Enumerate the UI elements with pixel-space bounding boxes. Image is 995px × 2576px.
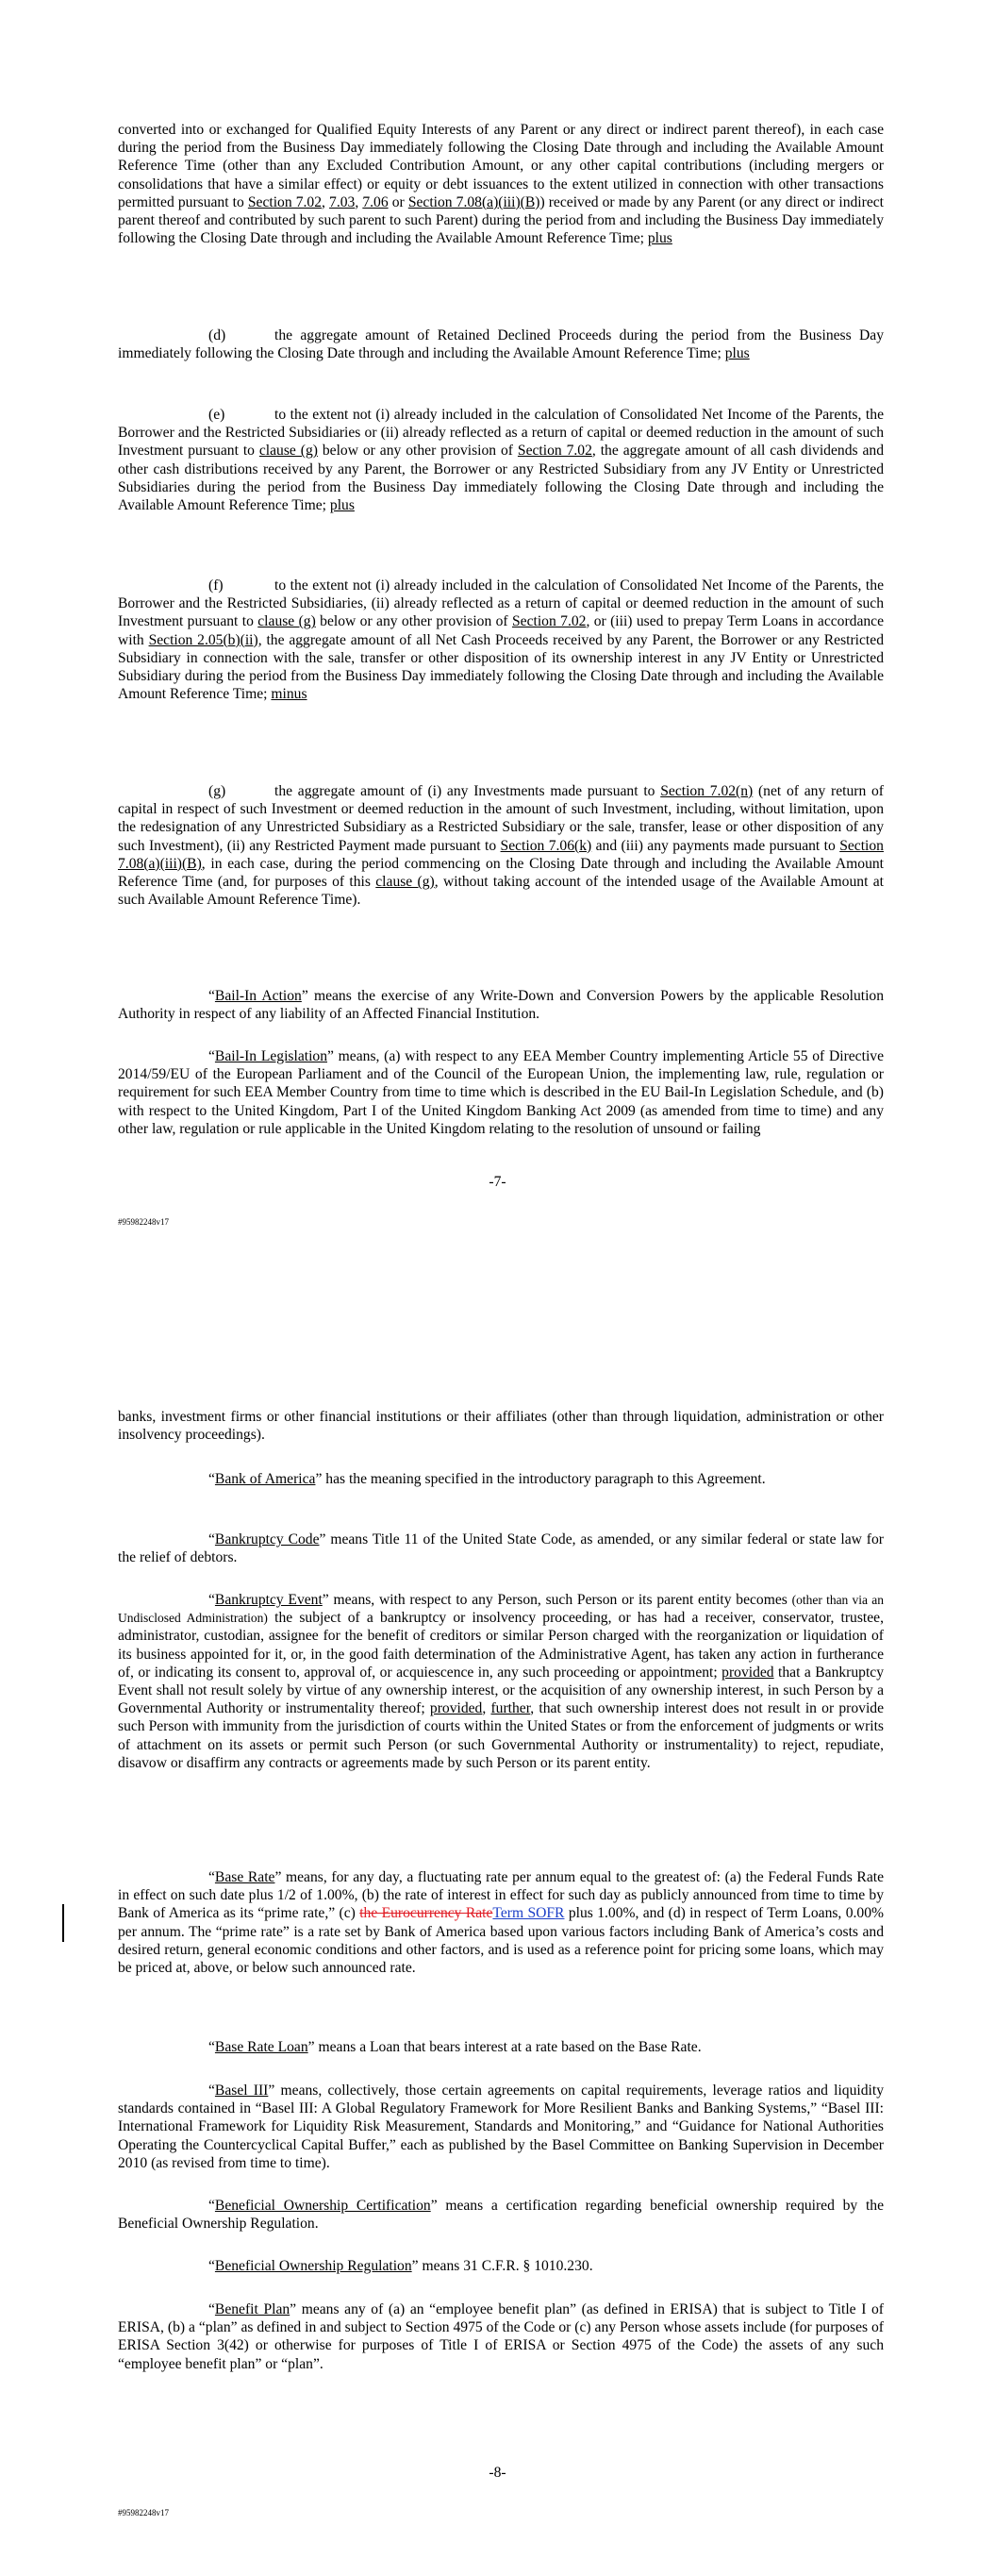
defined-term: Benefit Plan [214, 2301, 290, 2317]
section-link[interactable]: 7.03 [329, 193, 356, 210]
defined-term: Beneficial Ownership Certification [214, 2198, 431, 2214]
paragraph-f: (f) to the extent not (i) already included in the calculation of Consolidated Net Income of the Parents, the Borrower and the Restricted Subsidiaries, (ii) already reflected as a return of capital or deemed reduction in the amount of such Investment pursuant to clause (g) below or any other provision of Section 7.02, or (iii) used to prepay Term Loans in accordance with Section 2.05(b)(ii), the aggregate amount of all Net Cash Proceeds received by any Parent, the Borrower or any Restricted Subsidiary in connection with the sale, transfer or other disposition of its ownership interest in any JV Entity or Unrestricted Subsidiary during the period from the Business Day immediately following the Closing Date through and including the Available Amount Reference Time; minus [118, 577, 885, 703]
definition-beneficial-ownership-certification: “Beneficial Ownership Certification” means a certification regarding beneficial ownership required by the Beneficial Ownership Regulation. [118, 2198, 884, 2233]
document-id: #95982248v17 [118, 1217, 169, 1227]
defined-term: Bail-In Action [214, 988, 302, 1004]
clause-link[interactable]: clause (g) [258, 443, 318, 460]
paragraph-c-continuation: converted into or exchanged for Qualified Equity Interests of any Parent or any direct or indirect parent thereof), in each case during the period from the Business Day immediately following the Closing Date through and including the Available Amount Reference Time (other than any Excluded Contribution Amount, or any other capital contributions (including mergers or consolidations that have a similar effect) or equity or debt issuances to the extent utilized in connection with other transactions permitted pursuant to Section 7.02, 7.03, 7.06 or Section 7.08(a)(iii)(B)) received or made by any Parent (or any direct or indirect parent thereof and contributed by such parent to such Parent) during the period from and including the Business Day immediately following the Closing Date through and including the Available Amount Reference Time; plus [118, 122, 884, 247]
section-link[interactable]: Section 7.06(k) [500, 837, 592, 854]
defined-term: Basel III [214, 2083, 269, 2099]
defined-term: Beneficial Ownership Regulation [214, 2258, 412, 2274]
defined-term: Base Rate [214, 1869, 275, 1885]
definition-bank-of-america: “Bank of America” has the meaning specified in the introductory paragraph to this Agreement. [208, 1471, 766, 1487]
paragraph-g: (g) the aggregate amount of (i) any Investments made pursuant to Section 7.02(n) (net of any return of capital in respect of such Investment or deemed reduction in the amount of such Investment, including, without limitation, upon the redesignation of any Unrestricted Subsidiary as a Restricted Subsidiary or the sale, transfer, lease or other disposition of any such Investment), (ii) any Restricted Payment made pursuant to Section 7.06(k) and (iii) any payments made pursuant to Section 7.08(a)(iii)(B), in each case, during the period commencing on the Closing Date through and including the Available Amount Reference Time (and, for purposes of this clause (g), without taking account of the intended usage of the Available Amount at such Available Amount Reference Time). [118, 783, 885, 909]
section-link[interactable]: Section 7.08(a)(iii)(B) [118, 837, 884, 872]
section-link[interactable]: Section 7.02 [247, 193, 323, 210]
definition-base-rate: “Base Rate” means, for any day, a fluctuating rate per annum equal to the greatest of: (a) the Federal Funds Rate in effect on such date plus 1/2 of 1.00%, (b) the rate of interest in effect for such day as publicly announced from time to time by Bank of America as its “prime rate,” (c) the Eurocurrency RateTerm SOFR plus 1.00%, and (d) in respect of Term Loans, 0.00% per annum. The “prime rate” is a rate set by Bank of America based upon various factors including Bank of America’s costs and desired return, general economic conditions and other factors, and is used as a reference point for pricing some loans, which may be priced at, above, or below such announced rate. [118, 1869, 884, 1977]
paragraph-e: (e) to the extent not (i) already included in the calculation of Consolidated Net Income of the Parents, the Borrower and the Restricted Subsidiaries or (ii) already reflected as a return of capital or deemed reduction in the amount of such Investment pursuant to clause (g) below or any other provision of Section 7.02, the aggregate amount of all cash dividends and other cash distributions received by any Parent, the Borrower or any Restricted Subsidiary from any JV Entity or Unrestricted Subsidiaries during the period from the Business Day immediately following the Closing Date through and including the Available Amount Reference Time; plus [118, 407, 884, 514]
defined-term: Bankruptcy Code [214, 1531, 320, 1547]
definition-bankruptcy-event: “Bankruptcy Event” means, with respect to any Person, such Person or its parent entity becomes (other than via an Undisclosed Administration) the subject of a bankruptcy or insolvency proceeding, or has had a receiver, conservator, trustee, administrator, custodian, assignee for the benefit of creditors or similar Person charged with the reorganization or liquidation of its business appointed for it, or, in the good faith determination of the Administrative Agent, has taken any action in furtherance of, or indicating its consent to, approval of, or acquiescence in, any such proceeding or appointment; provided that a Bankruptcy Event shall not result solely by virtue of any ownership interest, or the acquisition of any ownership interest, in such Person by a Governmental Authority or instrumentality thereof; provided, further, that such ownership interest does not result in or provide such Person with immunity from the jurisdiction of courts within the United States or from the enforcement of judgments or writs of attachment on its assets or permit such Person (or such Governmental Authority or instrumentality) to reject, repudiate, disavow or disaffirm any contracts or agreements made by such Person or its parent entity. [118, 1592, 885, 1771]
definition-base-rate-loan: “Base Rate Loan” means a Loan that bears interest at a rate based on the Base Rate. [208, 2039, 702, 2055]
clause-link[interactable]: clause (g) [375, 874, 435, 891]
definition-beneficial-ownership-regulation: “Beneficial Ownership Regulation” means 31 C.F.R. § 1010.230. [208, 2258, 593, 2274]
bail-in-continuation: banks, investment firms or other financial institutions or their affiliates (other than through liquidation, administration or other insolvency proceedings). [118, 1409, 884, 1444]
clause-link[interactable]: clause (g) [257, 613, 316, 630]
defined-term: Bankruptcy Event [214, 1592, 323, 1608]
page-number: -7- [489, 1174, 506, 1190]
document-id: #95982248v17 [118, 2508, 169, 2517]
paragraph-d: (d) the aggregate amount of Retained Declined Proceeds during the period from the Business Day immediately following the Closing Date through and including the Available Amount Reference Time; plus [118, 327, 884, 362]
deleted-text: the Eurocurrency Rate [359, 1905, 493, 1922]
section-link[interactable]: Section 7.02 [517, 443, 592, 460]
definition-benefit-plan: “Benefit Plan” means any of (a) an “employee benefit plan” (as defined in ERISA) that is subject to Title I of ERISA, (b) a “plan” as defined in and subject to Section 4975 of the Code or (c) any Person whose assets include (for purposes of ERISA Section 3(42) or otherwise for purposes of Title I of ERISA or Section 4975 of the Code) the assets of any such “employee benefit plan” or “plan”. [118, 2301, 884, 2372]
definition-bail-in-legislation: “Bail-In Legislation” means, (a) with respect to any EEA Member Country implementing Article 55 of Directive 2014/59/EU of the European Parliament and of the Council of the European Union, the implementing law, rule, regulation or requirement for such EEA Member Country from time to time which is described in the EU Bail-In Legislation Schedule, and (b) with respect to the United Kingdom, Part I of the United Kingdom Banking Act 2009 (as amended from time to time) and any other law, regulation or rule applicable in the United Kingdom relating to the resolution of unsound or failing [118, 1048, 884, 1137]
section-link[interactable]: Section 7.02 [512, 613, 587, 630]
section-link[interactable]: 7.06 [362, 193, 389, 210]
section-link[interactable]: Section 7.08(a)(iii)(B) [407, 193, 540, 210]
defined-term: Bail-In Legislation [214, 1048, 327, 1064]
section-link[interactable]: Section 7.02(n) [660, 783, 754, 799]
change-bar [62, 1904, 64, 1942]
definition-basel-iii: “Basel III” means, collectively, those certain agreements on capital requirements, leverage ratios and liquidity standards contained in “Basel III: A Global Regulatory Framework for More Resilient Banks and Banking Systems,” “Basel III: International Framework for Liquidity Risk Measurement, Standards and Monitoring,” and “Guidance for National Authorities Operating the Countercyclical Capital Buffer,” each as published by the Basel Committee on Banking Supervision in December 2010 (as revised from time to time). [118, 2083, 884, 2171]
defined-term: Base Rate Loan [214, 2039, 308, 2055]
defined-term: Bank of America [214, 1471, 316, 1487]
page-number: -8- [489, 2465, 506, 2481]
definition-bail-in-action: “Bail-In Action” means the exercise of any Write-Down and Conversion Powers by the applicable Resolution Authority in respect of any liability of an Affected Financial Institution. [118, 988, 885, 1023]
section-link[interactable]: Section 2.05(b)(ii) [148, 631, 258, 648]
definition-bankruptcy-code: “Bankruptcy Code” means Title 11 of the United State Code, as amended, or any similar federal or state law for the relief of debtors. [118, 1531, 884, 1566]
inserted-text: Term SOFR [492, 1905, 565, 1922]
